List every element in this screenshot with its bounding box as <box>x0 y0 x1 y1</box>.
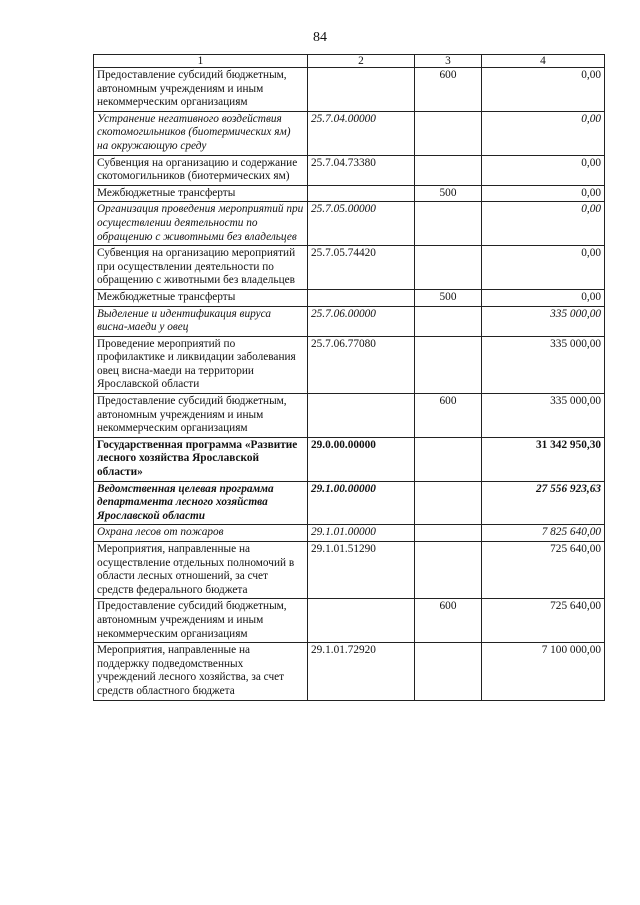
row-amount-cell: 0,00 <box>482 111 605 155</box>
row-code-cell <box>308 599 415 643</box>
row-code-cell <box>308 394 415 438</box>
row-amount-cell: 31 342 950,30 <box>482 437 605 481</box>
row-name-cell: Межбюджетные трансферты <box>94 289 308 306</box>
row-code-cell: 29.1.00.00000 <box>308 481 415 525</box>
row-type-cell <box>415 202 482 246</box>
page-number: 84 <box>313 30 327 45</box>
row-amount-cell: 0,00 <box>482 68 605 112</box>
row-type-cell <box>415 111 482 155</box>
row-type-cell <box>415 155 482 185</box>
budget-table <box>93 54 605 701</box>
row-type-cell: 600 <box>415 599 482 643</box>
row-code-cell: 25.7.06.00000 <box>308 306 415 336</box>
row-amount-cell: 0,00 <box>482 289 605 306</box>
table-row <box>94 437 605 481</box>
row-amount-cell: 0,00 <box>482 185 605 202</box>
table-row <box>94 525 605 542</box>
table-row <box>94 185 605 202</box>
row-code-cell: 29.1.01.51290 <box>308 542 415 599</box>
row-name-cell: Предоставление субсидий бюджетным, автономным учреждениям и иным некоммерческим организациям <box>94 68 308 112</box>
row-type-cell <box>415 542 482 599</box>
header-cell-3: 3 <box>415 55 482 68</box>
row-name-cell: Проведение мероприятий по профилактике и ликвидации заболевания овец висна-маеди на территории Ярославской области <box>94 336 308 393</box>
table-row <box>94 599 605 643</box>
row-amount-cell: 7 825 640,00 <box>482 525 605 542</box>
header-cell-2: 2 <box>308 55 415 68</box>
row-type-cell <box>415 643 482 700</box>
row-amount-cell: 335 000,00 <box>482 336 605 393</box>
row-code-cell: 25.7.04.73380 <box>308 155 415 185</box>
row-code-cell: 25.7.05.74420 <box>308 246 415 290</box>
row-type-cell <box>415 336 482 393</box>
table-header-row <box>94 55 605 68</box>
table-row <box>94 202 605 246</box>
row-amount-cell: 335 000,00 <box>482 394 605 438</box>
header-cell-4: 4 <box>482 55 605 68</box>
table-row <box>94 289 605 306</box>
header-cell-1: 1 <box>94 55 308 68</box>
row-name-cell: Субвенция на организацию и содержание скотомогильников (биотермических ям) <box>94 155 308 185</box>
row-amount-cell: 0,00 <box>482 246 605 290</box>
row-code-cell: 25.7.04.00000 <box>308 111 415 155</box>
row-name-cell: Мероприятия, направленные на осуществление отдельных полномочий в области лесных отношений, за счет средств федерального бюджета <box>94 542 308 599</box>
row-type-cell: 500 <box>415 185 482 202</box>
row-name-cell: Субвенция на организацию мероприятий при осуществлении деятельности по обращению с животными без владельцев <box>94 246 308 290</box>
table-row <box>94 306 605 336</box>
row-code-cell <box>308 185 415 202</box>
row-code-cell: 29.0.00.00000 <box>308 437 415 481</box>
row-amount-cell: 7 100 000,00 <box>482 643 605 700</box>
table-row <box>94 111 605 155</box>
row-type-cell: 600 <box>415 68 482 112</box>
row-name-cell: Ведомственная целевая программа департамента лесного хозяйства Ярославской области <box>94 481 308 525</box>
row-name-cell: Охрана лесов от пожаров <box>94 525 308 542</box>
row-type-cell: 600 <box>415 394 482 438</box>
row-amount-cell: 725 640,00 <box>482 542 605 599</box>
row-name-cell: Мероприятия, направленные на поддержку подведомственных учреждений лесного хозяйства, за счет средств областного бюджета <box>94 643 308 700</box>
table-body <box>94 55 605 701</box>
row-name-cell: Организация проведения мероприятий при осуществлении деятельности по обращению с животными без владельцев <box>94 202 308 246</box>
row-name-cell: Предоставление субсидий бюджетным, автономным учреждениям и иным некоммерческим организациям <box>94 599 308 643</box>
row-name-cell: Предоставление субсидий бюджетным, автономным учреждениям и иным некоммерческим организациям <box>94 394 308 438</box>
table-row <box>94 643 605 700</box>
table-row <box>94 394 605 438</box>
table-row <box>94 246 605 290</box>
row-name-cell: Устранение негативного воздействия скотомогильников (биотермических ям) на окружающую среду <box>94 111 308 155</box>
row-code-cell: 29.1.01.00000 <box>308 525 415 542</box>
table-row <box>94 68 605 112</box>
row-name-cell: Выделение и идентификация вируса висна-маеди у овец <box>94 306 308 336</box>
row-code-cell: 25.7.05.00000 <box>308 202 415 246</box>
row-type-cell <box>415 246 482 290</box>
row-amount-cell: 27 556 923,63 <box>482 481 605 525</box>
row-code-cell <box>308 68 415 112</box>
row-type-cell <box>415 481 482 525</box>
row-code-cell: 29.1.01.72920 <box>308 643 415 700</box>
row-amount-cell: 0,00 <box>482 202 605 246</box>
table-row <box>94 336 605 393</box>
row-type-cell <box>415 306 482 336</box>
row-code-cell <box>308 289 415 306</box>
row-name-cell: Государственная программа «Развитие лесного хозяйства Ярославской области» <box>94 437 308 481</box>
row-name-cell: Межбюджетные трансферты <box>94 185 308 202</box>
row-type-cell <box>415 437 482 481</box>
row-code-cell: 25.7.06.77080 <box>308 336 415 393</box>
table-row <box>94 542 605 599</box>
row-type-cell: 500 <box>415 289 482 306</box>
row-amount-cell: 335 000,00 <box>482 306 605 336</box>
row-type-cell <box>415 525 482 542</box>
table-row <box>94 481 605 525</box>
row-amount-cell: 725 640,00 <box>482 599 605 643</box>
row-amount-cell: 0,00 <box>482 155 605 185</box>
table-row <box>94 155 605 185</box>
